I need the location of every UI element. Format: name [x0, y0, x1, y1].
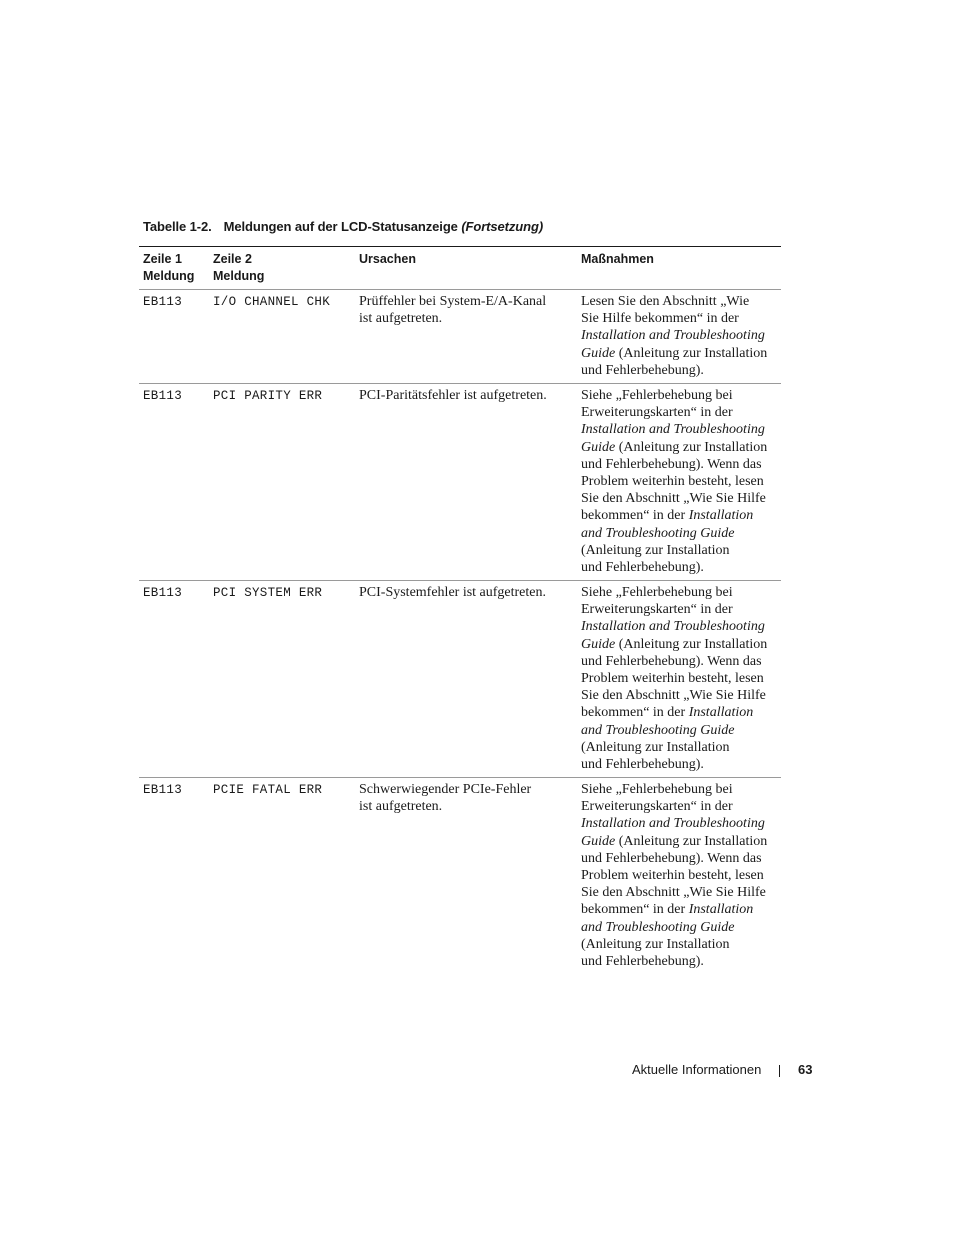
line1-message: EB113	[143, 783, 183, 797]
line1-message: EB113	[143, 295, 183, 309]
action-text: Siehe „Fehlerbehebung bei Erweiterungskarten“ in der Installation and Troubleshooting Guide (Anleitung zur Installation und Fehlerbehebung). Wenn das Problem weiterhin besteht, lesen Sie den Abschnitt „Wie Sie Hilfe bekommen“ in der Installation and Troubleshooting Guide (Anleitung zur Installation und Fehlerbehebung).	[581, 782, 768, 970]
table-row	[139, 384, 781, 581]
table-caption-suffix: (Fortsetzung)	[461, 219, 544, 234]
cause-text: PCI-Systemfehler ist aufgetreten.	[359, 585, 547, 600]
action-text: Siehe „Fehlerbehebung bei Erweiterungskarten“ in der Installation and Troubleshooting Guide (Anleitung zur Installation und Fehlerbehebung). Wenn das Problem weiterhin besteht, lesen Sie den Abschnitt „Wie Sie Hilfe bekommen“ in der Installation and Troubleshooting Guide (Anleitung zur Installation und Fehlerbehebung).	[581, 388, 768, 576]
page-number: 63	[798, 1062, 813, 1077]
line1-message: EB113	[143, 586, 183, 600]
table-row	[139, 290, 781, 384]
footer-separator	[779, 1065, 780, 1077]
table-row	[139, 778, 781, 974]
action-text: Siehe „Fehlerbehebung bei Erweiterungskarten“ in der Installation and Troubleshooting Guide (Anleitung zur Installation und Fehlerbehebung). Wenn das Problem weiterhin besteht, lesen Sie den Abschnitt „Wie Sie Hilfe bekommen“ in der Installation and Troubleshooting Guide (Anleitung zur Installation und Fehlerbehebung).	[581, 585, 768, 773]
header-zeile2: Zeile 2 Meldung	[213, 252, 265, 283]
footer-section-title: Aktuelle Informationen	[632, 1062, 762, 1077]
line2-message: PCIE FATAL ERR	[213, 783, 323, 797]
header-zeile1: Zeile 1 Meldung	[143, 252, 195, 283]
line2-message: I/O CHANNEL CHK	[213, 295, 331, 309]
header-ursachen: Ursachen	[359, 252, 416, 266]
page-footer	[632, 1062, 813, 1077]
cause-text: Schwerwiegender PCIe-Fehler ist aufgetreten.	[359, 782, 532, 815]
table-header-row	[139, 247, 781, 290]
table-caption	[143, 219, 543, 234]
cause-text: Prüffehler bei System-E/A-Kanal ist aufgetreten.	[359, 294, 547, 327]
line1-message: EB113	[143, 389, 183, 403]
cause-text: PCI-Paritätsfehler ist aufgetreten.	[359, 388, 547, 403]
line2-message: PCI SYSTEM ERR	[213, 586, 323, 600]
action-text: Lesen Sie den Abschnitt „Wie Sie Hilfe bekommen“ in der Installation and Troubleshooting Guide (Anleitung zur Installation und Fehlerbehebung).	[581, 294, 768, 378]
header-massnahmen: Maßnahmen	[581, 252, 654, 266]
table-caption-title: Meldungen auf der LCD-Statusanzeige	[223, 219, 458, 234]
table-row	[139, 581, 781, 778]
table-caption-label: Tabelle 1-2.	[143, 219, 212, 234]
line2-message: PCI PARITY ERR	[213, 389, 323, 403]
lcd-messages-table	[139, 246, 781, 974]
